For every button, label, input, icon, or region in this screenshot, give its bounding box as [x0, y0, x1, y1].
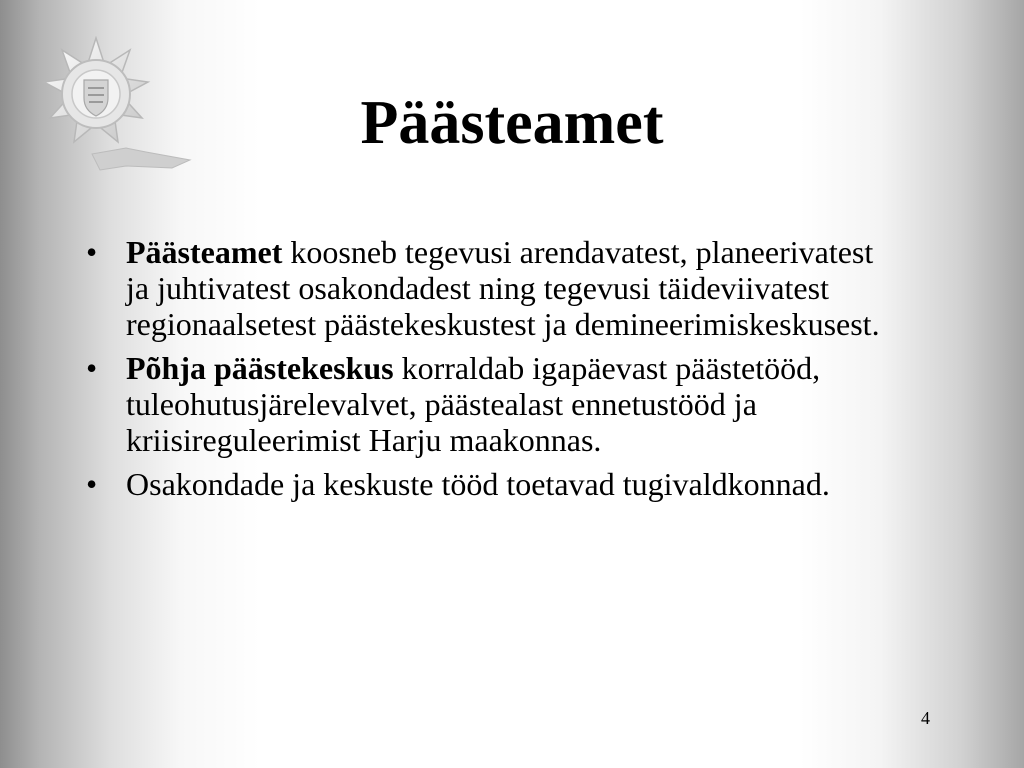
bullet-text: koosneb tegevusi arendavatest, planeerivatest ja juhtivatest osakondadest ning tegevusi täideviivatest regionaalsetest päästekeskustest ja demineerimiskeskusest.: [126, 234, 880, 342]
page-number: 4: [921, 708, 930, 728]
bullet-bold-text: Päästeamet: [126, 234, 283, 270]
bullet-list: [86, 234, 886, 510]
bullet-item: [86, 350, 886, 458]
bullet-marker: •: [86, 350, 98, 386]
bullet-item: [86, 466, 886, 502]
bullet-text: korraldab igapäevast päästetööd, tuleohutusjärelevalvet, päästealast ennetustööd ja kriisireguleerimist Harju maakonnas.: [126, 350, 821, 458]
bullet-marker: •: [86, 466, 98, 502]
bullet-item: [86, 234, 886, 342]
bullet-text: Osakondade ja keskuste tööd toetavad tugivaldkonnad.: [126, 466, 830, 502]
slide-title: Päästeamet: [360, 89, 664, 157]
bullet-marker: •: [86, 234, 98, 270]
bullet-bold-text: Põhja päästekeskus: [126, 350, 394, 386]
